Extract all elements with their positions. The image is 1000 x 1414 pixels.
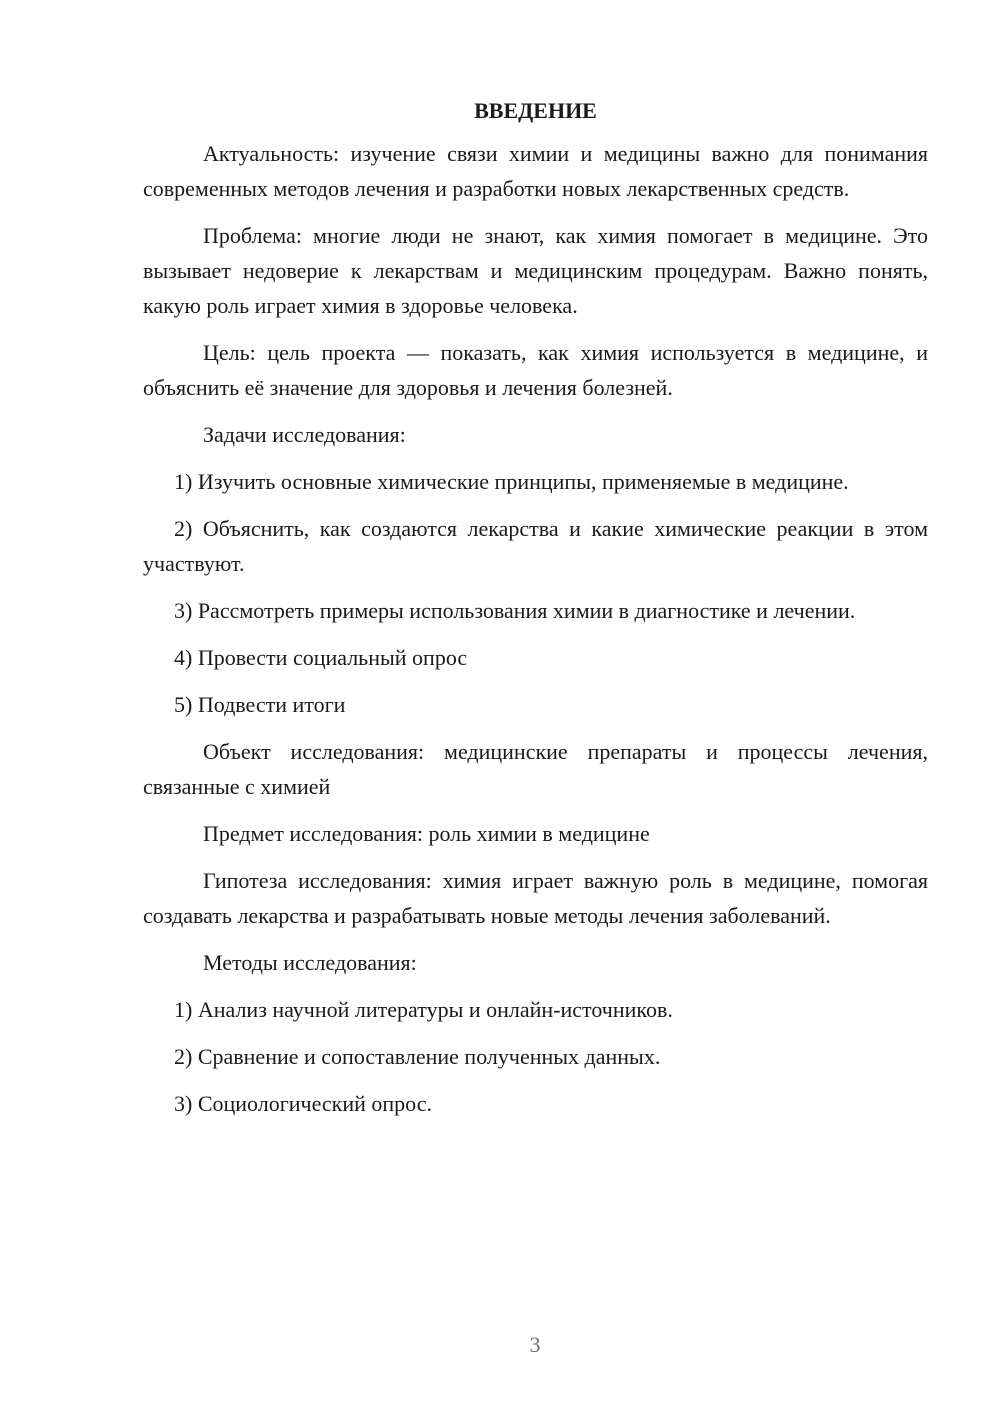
document-body bbox=[143, 94, 928, 1133]
method-item-2: 2) Сравнение и сопоставление полученных данных. bbox=[174, 1044, 661, 1069]
tasks-heading: Задачи исследования: bbox=[203, 422, 406, 447]
page-title: ВВЕДЕНИЕ bbox=[474, 98, 597, 123]
task-item-1: 1) Изучить основные химические принципы, применяемые в медицине. bbox=[174, 469, 849, 494]
paragraph-relevance: Актуальность: изучение связи химии и медицины важно для понимания современных методов лечения и разработки новых лекарственных средств. bbox=[143, 141, 928, 201]
method-item-1: 1) Анализ научной литературы и онлайн-источников. bbox=[174, 997, 673, 1022]
paragraph-subject: Предмет исследования: роль химии в медицине bbox=[203, 821, 650, 846]
method-item-3: 3) Социологический опрос. bbox=[174, 1091, 432, 1116]
task-item-4: 4) Провести социальный опрос bbox=[174, 645, 468, 670]
page-number: 3 bbox=[529, 1332, 541, 1357]
task-item-5: 5) Подвести итоги bbox=[174, 692, 346, 717]
methods-heading: Методы исследования: bbox=[203, 950, 417, 975]
task-item-3: 3) Рассмотреть примеры использования химии в диагностике и лечении. bbox=[174, 598, 856, 623]
paragraph-object: Объект исследования: медицинские препараты и процессы лечения, связанные с химией bbox=[143, 739, 928, 799]
paragraph-goal: Цель: цель проекта — показать, как химия используется в медицине, и объяснить её значение для здоровья и лечения болезней. bbox=[143, 340, 928, 400]
paragraph-hypothesis: Гипотеза исследования: химия играет важную роль в медицине, помогая создавать лекарства и разрабатывать новые методы лечения заболеваний. bbox=[143, 868, 928, 928]
task-item-2: 2) Объяснить, как создаются лекарства и какие химические реакции в этом участвуют. bbox=[143, 516, 928, 576]
paragraph-problem: Проблема: многие люди не знают, как химия помогает в медицине. Это вызывает недоверие к лекарствам и медицинским процедурам. Важно понять, какую роль играет химия в здоровье человека. bbox=[143, 223, 928, 318]
